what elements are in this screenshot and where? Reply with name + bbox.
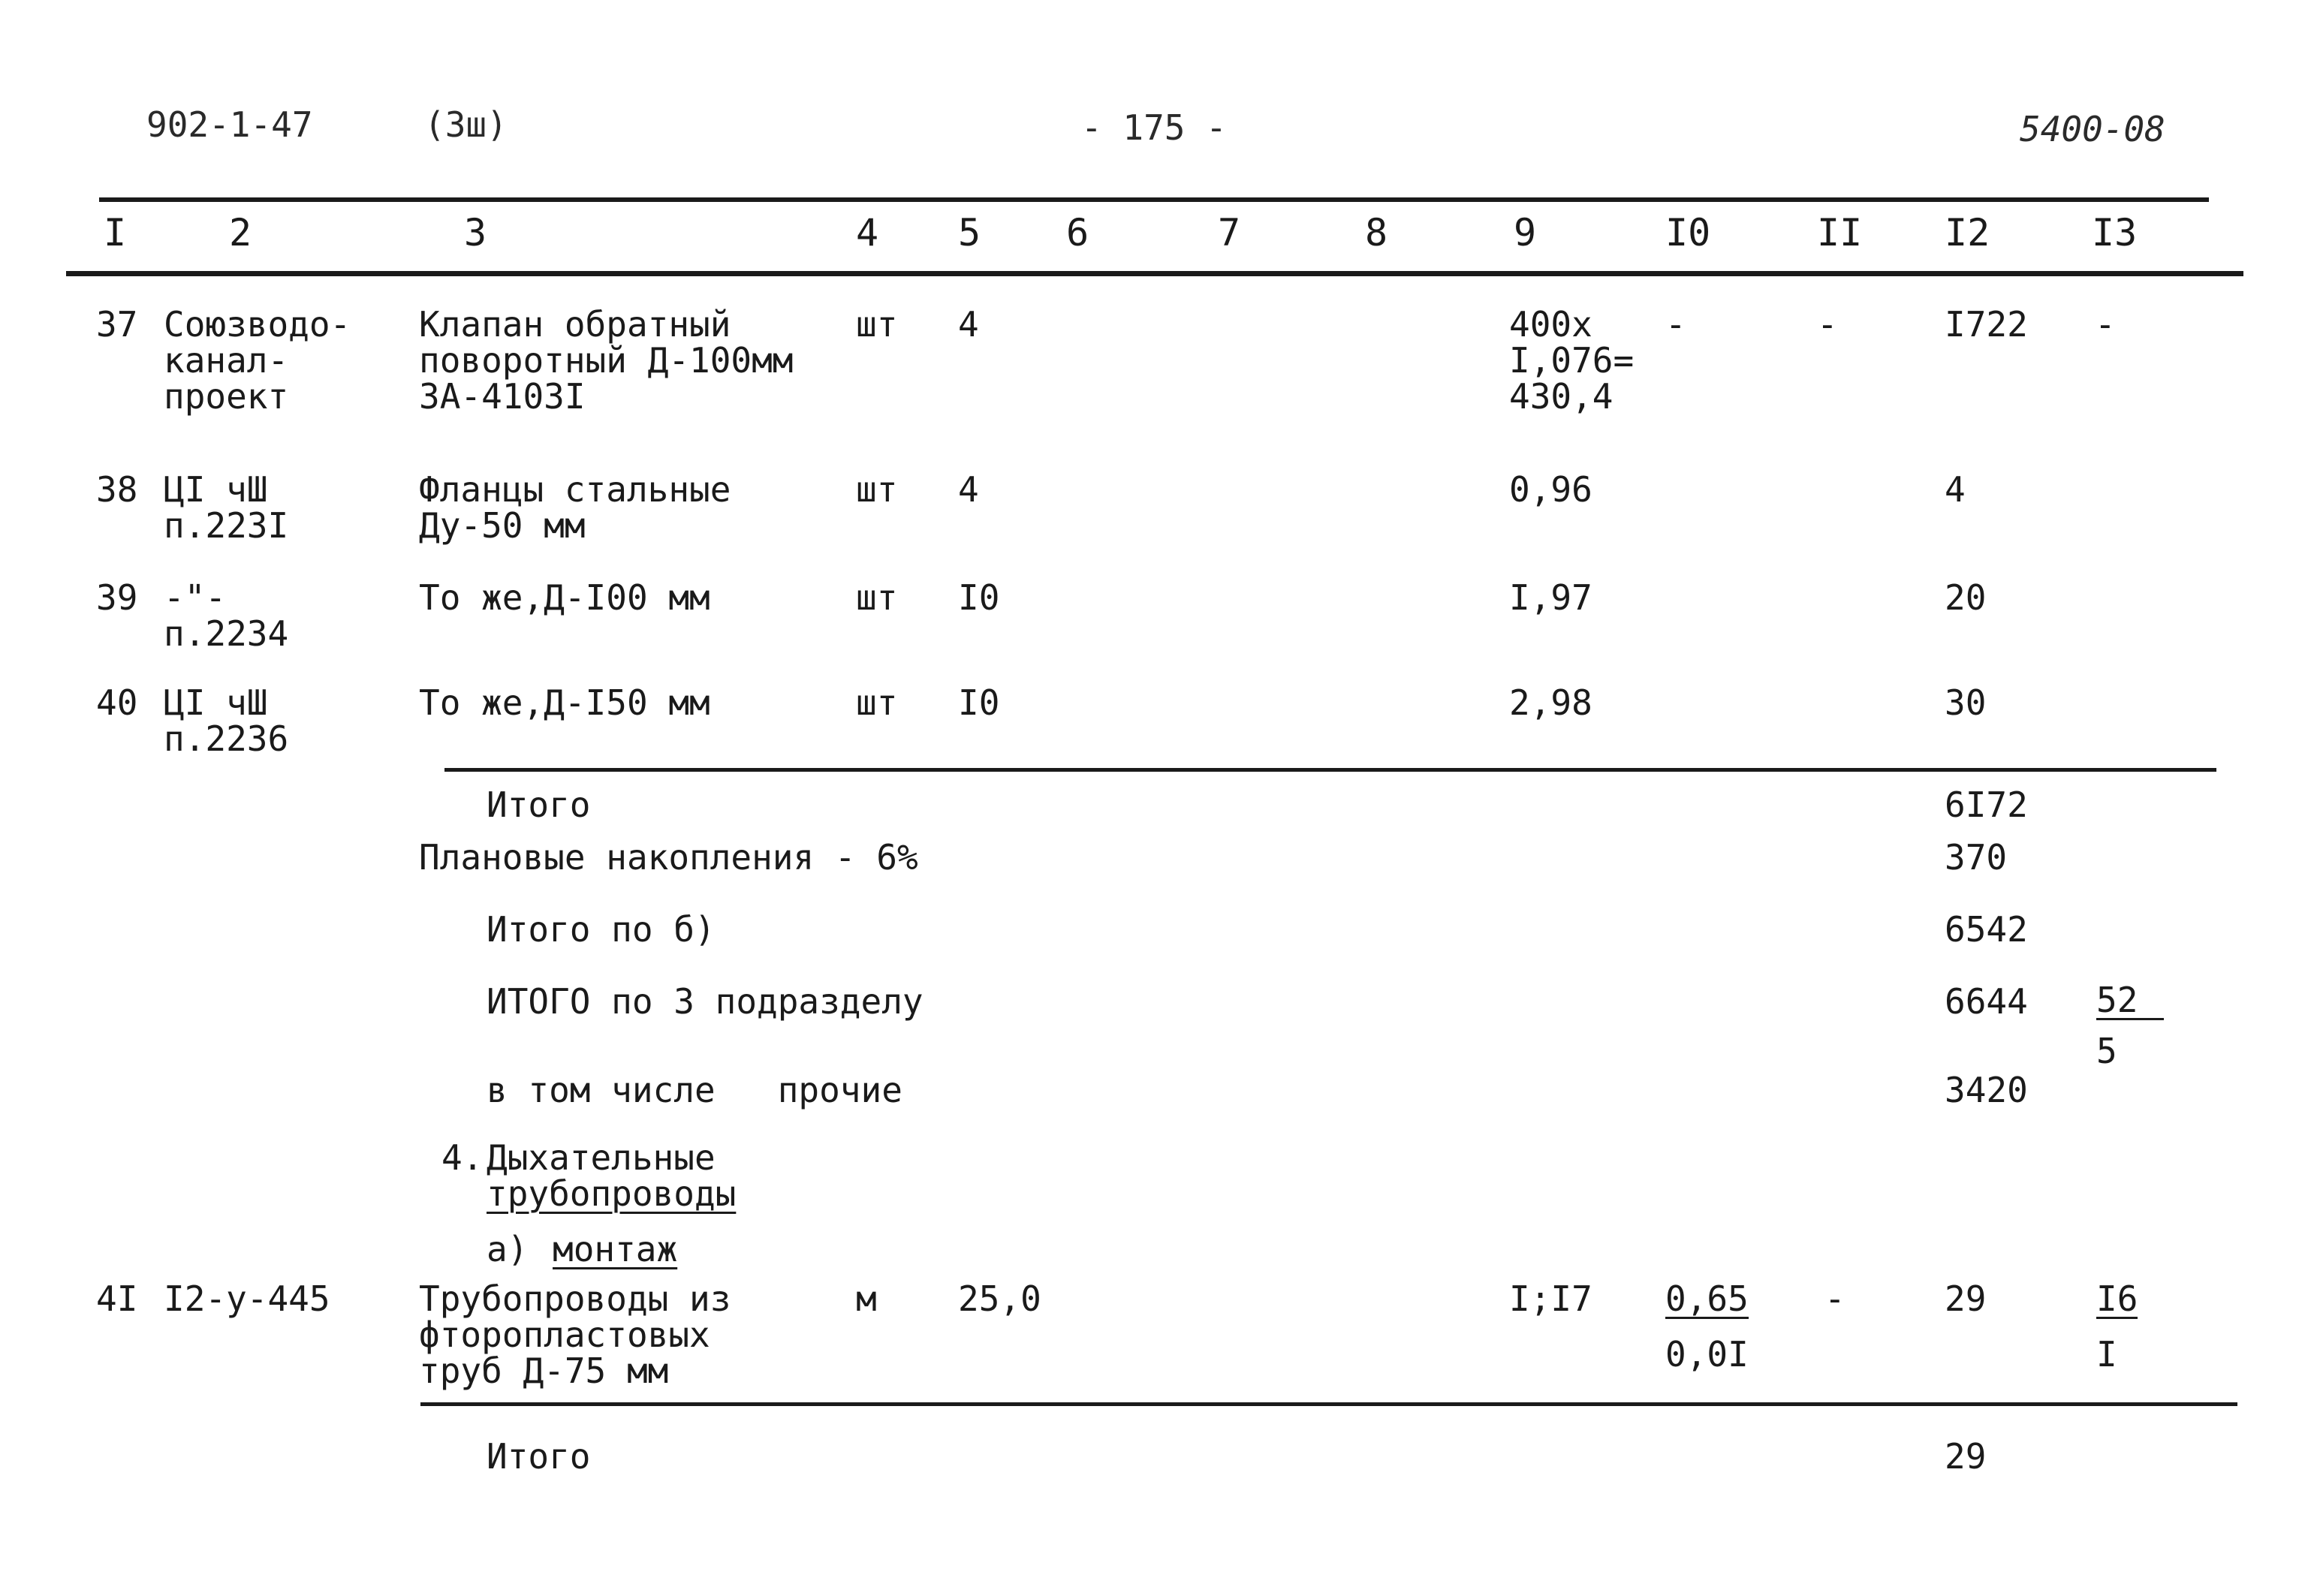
- row-col12: 29: [1945, 1278, 1987, 1319]
- row-name: фторопластовых: [419, 1314, 710, 1355]
- row-col9: 0,96: [1509, 469, 1592, 510]
- row-qty: 25,0: [958, 1278, 1041, 1319]
- row-source: Союзводо-: [164, 304, 351, 345]
- total-b-label: Итого по б): [487, 909, 716, 950]
- subsection-prefix: а): [487, 1229, 529, 1269]
- row-name: ЗА-4103I: [419, 376, 586, 417]
- final-rule: [420, 1402, 2237, 1406]
- section-title-line2: трубопроводы: [487, 1173, 737, 1214]
- section-number: 4.: [441, 1137, 484, 1178]
- row-col12: 4: [1945, 469, 1966, 510]
- row-name: Трубопроводы из: [419, 1278, 731, 1319]
- final-total-value: 29: [1945, 1436, 1987, 1477]
- row-source: канал-: [164, 340, 289, 381]
- row-number: 39: [96, 577, 138, 618]
- row-col9: I,97: [1509, 577, 1592, 618]
- row-col9: I;I7: [1509, 1278, 1592, 1319]
- row-col9: 2,98: [1509, 682, 1592, 723]
- row-unit: шт: [856, 682, 898, 723]
- row-unit: шт: [856, 304, 898, 345]
- including-other-label: в том числе прочие: [487, 1070, 902, 1110]
- col-header-10: I0: [1665, 211, 1711, 254]
- row-col12: 20: [1945, 577, 1987, 618]
- subsection-total-col13-bottom: 5: [2096, 1031, 2117, 1071]
- doc-series-variant: (Зш): [424, 104, 508, 145]
- row-col11: -: [1817, 304, 1838, 345]
- subtotal-rule: [444, 768, 2216, 772]
- planned-savings-value: 370: [1945, 837, 2008, 878]
- row-name: Клапан обратный: [419, 304, 731, 345]
- row-col9: 400x: [1509, 304, 1592, 345]
- row-col13-top: I6: [2096, 1278, 2138, 1319]
- row-col12: I722: [1945, 304, 2028, 345]
- row-number: 38: [96, 469, 138, 510]
- row-source: I2-у-445: [164, 1278, 330, 1319]
- row-qty: 4: [958, 304, 979, 345]
- col-header-11: II: [1817, 211, 1863, 254]
- col-header-12: I2: [1945, 211, 1990, 254]
- col-header-2: 2: [229, 211, 252, 254]
- row-source: ЦI чШ: [164, 682, 268, 723]
- row-col13-bottom: I: [2096, 1334, 2117, 1375]
- doc-series-number: 902-1-47: [146, 104, 313, 145]
- row-name: труб Д-75 мм: [419, 1351, 669, 1391]
- row-source: -"-: [164, 577, 227, 618]
- col-header-9: 9: [1514, 211, 1537, 254]
- row-number: 4I: [96, 1278, 138, 1319]
- row-name: Фланцы стальные: [419, 469, 731, 510]
- row-source: п.2234: [164, 613, 289, 654]
- row-col9: 430,4: [1509, 376, 1614, 417]
- row-source: п.2236: [164, 718, 289, 759]
- row-qty: 4: [958, 469, 979, 510]
- total-b-value: 6542: [1945, 909, 2028, 950]
- row-source: ЦI чШ: [164, 469, 268, 510]
- row-col9: I,076=: [1509, 340, 1635, 381]
- table-header-rule: [66, 271, 2243, 276]
- row-name: То же,Д-I50 мм: [419, 682, 710, 723]
- doc-code: 5400-08: [2020, 109, 2165, 149]
- col-header-1: I: [104, 211, 127, 254]
- final-total-label: Итого: [487, 1436, 591, 1477]
- page-number: - 175 -: [1081, 107, 1227, 148]
- row-number: 40: [96, 682, 138, 723]
- row-source: п.223I: [164, 505, 289, 546]
- subsection-total-col13-top: 52: [2096, 982, 2164, 1020]
- row-name: То же,Д-I00 мм: [419, 577, 710, 618]
- row-col13: -: [2095, 304, 2116, 345]
- row-source: проект: [164, 376, 289, 417]
- row-col10-top: 0,65: [1665, 1278, 1749, 1319]
- row-unit: шт: [856, 469, 898, 510]
- col-header-6: 6: [1066, 211, 1089, 254]
- row-unit: м: [856, 1278, 877, 1319]
- col-header-4: 4: [856, 211, 879, 254]
- row-qty: I0: [958, 682, 1000, 723]
- section-title-line1: Дыхательные: [487, 1137, 716, 1178]
- row-number: 37: [96, 304, 138, 345]
- row-col10: -: [1665, 304, 1686, 345]
- subsection-total-value: 6644: [1945, 981, 2028, 1022]
- col-header-5: 5: [958, 211, 981, 254]
- row-name: поворотный Д-100мм: [419, 340, 794, 381]
- table-top-rule: [99, 197, 2209, 202]
- row-qty: I0: [958, 577, 1000, 618]
- col-header-7: 7: [1218, 211, 1241, 254]
- row-unit: шт: [856, 577, 898, 618]
- row-col10-bottom: 0,0I: [1665, 1334, 1749, 1375]
- col-header-13: I3: [2092, 211, 2138, 254]
- including-other-value: 3420: [1945, 1070, 2028, 1110]
- row-col11: -: [1824, 1278, 1846, 1319]
- planned-savings-label: Плановые накопления - 6%: [419, 837, 918, 878]
- subsection-label: монтаж: [553, 1229, 678, 1269]
- row-name: Ду-50 мм: [419, 505, 586, 546]
- col-header-3: 3: [464, 211, 487, 254]
- subsection-total-label: ИТОГО по 3 подразделу: [487, 981, 924, 1022]
- col-header-8: 8: [1365, 211, 1388, 254]
- row-col12: 30: [1945, 682, 1987, 723]
- total-label: Итого: [487, 784, 591, 825]
- total-value: 6I72: [1945, 784, 2028, 825]
